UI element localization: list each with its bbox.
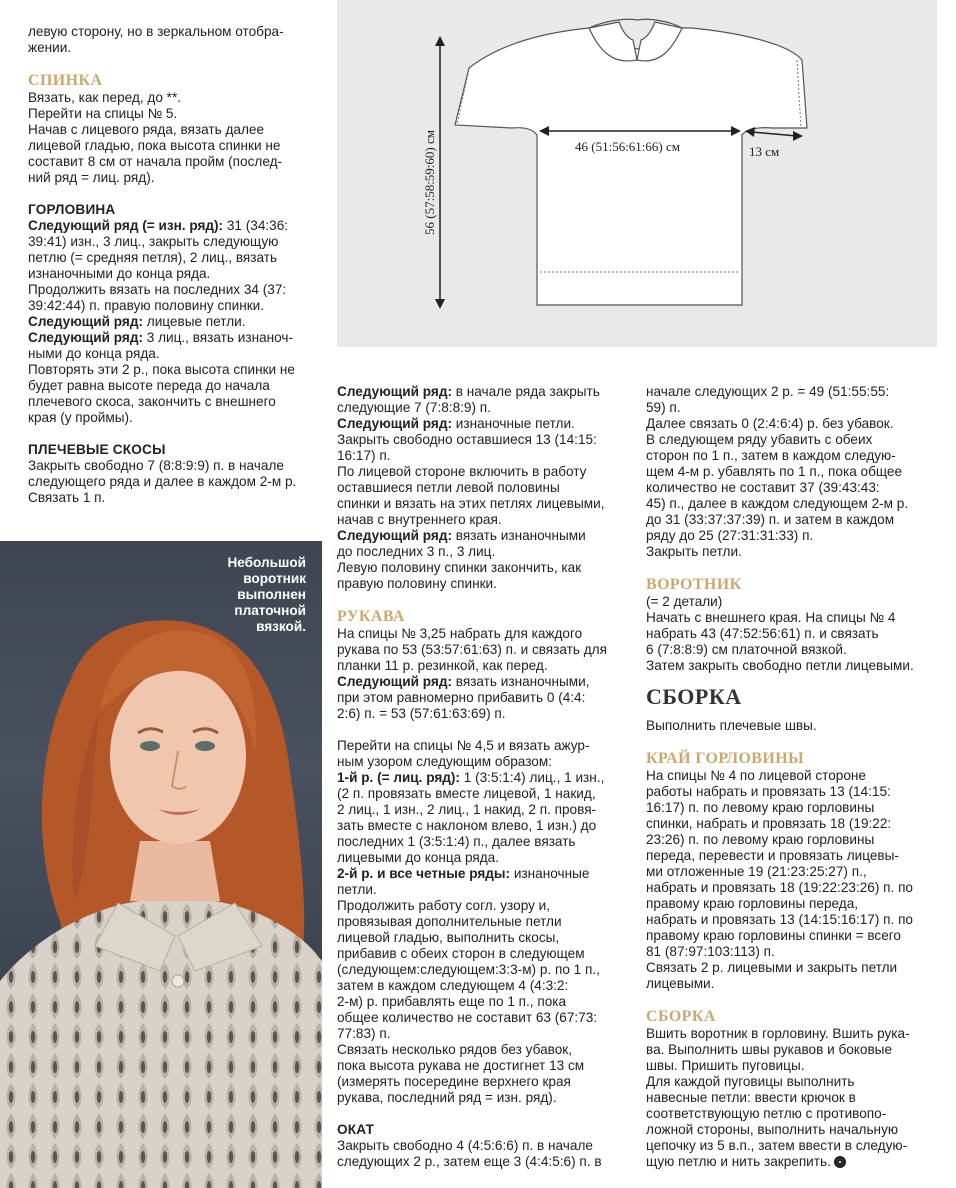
height-label: 56 (57:58:59:60) см (422, 130, 437, 235)
final-assembly-paragraph (646, 1026, 946, 1170)
neck-paragraph-3 (28, 330, 328, 426)
neck-row2-text: лицевые петли. (142, 314, 246, 329)
neckband-text: На спицы № 4 по лицевой стороне работы набрать и провязать 13 (14:15: 16:17) п. по левому краю горловины спинки, набрать и провязать 18 (19:22: 23:26) п. по левому краю горловины переда, перевести и провязать лицевы- ми отложенные 19 (21:23:25:27) п., набрать и провязать 18 (19:22:23:26) п. по правому краю горловины переда, набрать и провязать 13 (14:15:16:17) п. по правому краю горловины спинки = всего 81 (87:97:103:113) п. Связать 2 р. лицевыми и закрыть петли лицевыми. (646, 768, 913, 991)
sleeve-label: 13 см (749, 144, 780, 159)
row-label: Следующий ряд: (337, 384, 452, 399)
row-label: 2-й р. и все четные ряды: (337, 866, 511, 881)
okat-continued-text: начале следующих 2 р. = 49 (51:55:55: 59) п. Далее связать 0 (2:4:6:4) р. без убавок. В следующем ряду убавить с обеих сторон по 1 п., затем в каждом следую- щем 4-м р. убавлять по 1 п., пока общее количество не составит 37 (39:43:43: 45) п., далее в каждом следующем 2-м р. до 31 (33:37:37:39) п. и затем в каждом ряду до 25 (27:31:31:33) п. Закрыть петли. (646, 384, 909, 559)
column-2 (337, 384, 637, 1170)
sleeves-heading: РУКАВА (337, 608, 405, 625)
neck-row1-text: 31 (34:36: 39:41) изн., 3 лиц., закрыть следующую петлю (= средняя петля), 2 лиц., вязать изнаночными до конца ряда. Продолжить вязать на последних 34 (37: 39:42:44) п. правую половину спинки. (28, 218, 289, 313)
shoulder-text: Закрыть свободно 7 (8:8:9:9) п. в начале следующего ряда и далее в каждом 2-м р. Связать 1 п. (28, 458, 297, 505)
collar-heading: ВОРОТНИК (646, 576, 742, 593)
row-label: Следующий ряд: (337, 416, 452, 431)
okat-text: Закрыть свободно 4 (4:5:6:6) п. в начале следующих 2 р., затем еще 3 (4:4:5:6) п. в (337, 1138, 602, 1169)
schematic-diagram (337, 0, 937, 347)
shoulder-heading: ПЛЕЧЕВЫЕ СКОСЫ (28, 442, 166, 457)
intro-text: левую сторону, но в зеркальном отобра- жении. (28, 24, 284, 55)
neck-heading: ГОРЛОВИНА (28, 202, 116, 217)
neck-row1-label: Следующий ряд (= изн. ряд): (28, 218, 224, 233)
back-text: Вязать, как перед, до **. Перейти на спицы № 5. Начав с лицевого ряда, вязать далее лицевой гладью, пока высота спинки не составит 8 см от начала пройм (послед- ний ряд = лиц. ряд). (28, 90, 283, 185)
sleeves-row-1 (337, 674, 637, 722)
photo-caption: Небольшой воротник выполнен платочной вязкой. (227, 555, 306, 634)
row-label: Следующий ряд: (337, 528, 452, 543)
column-3 (646, 384, 946, 1170)
back-left-paragraph-3 (337, 528, 637, 592)
row-text: изнаночные петли. Продолжить работу согл. узору и, провязывая дополнительные петли лицевой гладью, выполнить скосы, прибавив с обеих сторон в следующем (следующем:следующем:3:3-м) р. по 1 п., затем в каждом следующем 4 (4:3:2: 2-м) р. прибавлять еще по 1 п., пока общее количество не составит 63 (67:73: 77:83) п. Связать несколько рядов без убавок, пока высота рукава не достигнет 13 см (измерять посередине верхнего края рукава, последний ряд = изн. ряд). (337, 866, 600, 1105)
neck-row3-text: 3 лиц., вязать изнаноч- ными до конца ряда. Повторять эти 2 р., пока высота спинки не будет равна высоте переда до начала плечевого скоса, закончить с внешнего края (у проймы). (28, 330, 295, 425)
lace-row-1 (337, 770, 637, 866)
assembly-text: Выполнить плечевые швы. (646, 718, 817, 733)
lace-intro: Перейти на спицы № 4,5 и вязать ажур- ным узором следующим образом: (337, 738, 590, 769)
row-text: вязать изнаночными до последних 3 п., 3 лиц. Левую половину спинки закончить, как правую половину спинки. (337, 528, 586, 591)
final-assembly-text: Вшить воротник в горловину. Вшить рука- ва. Выполнить швы рукавов и боковые швы. Пришить пуговицы. Для каждой пуговицы выполнить навесные петли: ввести крючок в соответствующую петлю с противопо- ложной стороны, выполнить начальную цепочку из 5 в.п., затем ввести в следую- щую петлю и нить закрепить. (646, 1026, 910, 1169)
row-label: 1-й р. (= лиц. ряд): (337, 770, 460, 785)
back-left-paragraph-1 (337, 384, 637, 416)
lace-row-2 (337, 866, 637, 1106)
neck-paragraph-1 (28, 218, 328, 314)
row-text: вязать изнаночными, при этом равномерно прибавить 0 (4:4: 2:6) п. = 53 (57:61:63:69) п. (337, 674, 590, 721)
sweater-schematic (337, 0, 937, 347)
row-label: Следующий ряд: (337, 674, 452, 689)
okat-heading: ОКАТ (337, 1122, 375, 1137)
neck-row3-label: Следующий ряд: (28, 330, 143, 345)
final-assembly-heading: СБОРКА (646, 1008, 716, 1025)
width-label: 46 (51:56:61:66) см (575, 139, 680, 154)
woman-in-lace-sweater-illustration (0, 541, 322, 1188)
assembly-heading: СБОРКА (646, 684, 742, 709)
row-text: 1 (3:5:1:4) лиц., 1 изн., (2 п. провязать вместе лицевой, 1 накид, 2 лиц., 1 изн., 2 лиц., 1 накид, 2 п. провя- зать вместе с наклоном влево, 1 изн.) до последних 1 (3:5:1:4) п., далее вязать лицевыми до конца ряда. (337, 770, 605, 865)
back-heading: СПИНКА (28, 72, 103, 89)
collar-text: (= 2 детали) Начать с внешнего края. На спицы № 4 набрать 43 (47:52:56:61) п. и связать 6 (7:8:8:9) см платочной вязкой. Затем закрыть свободно петли лицевыми. (646, 594, 914, 673)
neck-paragraph-2 (28, 314, 328, 330)
row-text: изнаночные петли. Закрыть свободно оставшиеся 13 (14:15: 16:17) п. По лицевой стороне включить в работу оставшиеся петли левой половины спинки и вязать на этих петлях лицевыми, начав с внутреннего края. (337, 416, 605, 527)
model-photo (0, 541, 322, 1188)
sleeves-text: На спицы № 3,25 набрать для каждого рукава по 53 (53:57:61:63) п. и связать для планки 11 р. резинкой, как перед. (337, 626, 607, 673)
back-left-paragraph-2 (337, 416, 637, 528)
neck-row2-label: Следующий ряд: (28, 314, 143, 329)
column-1 (28, 24, 328, 506)
neckband-heading: КРАЙ ГОРЛОВИНЫ (646, 750, 805, 767)
row-text: в начале ряда закрыть следующие 7 (7:8:8:9) п. (337, 384, 600, 415)
end-mark-icon (834, 1156, 846, 1168)
